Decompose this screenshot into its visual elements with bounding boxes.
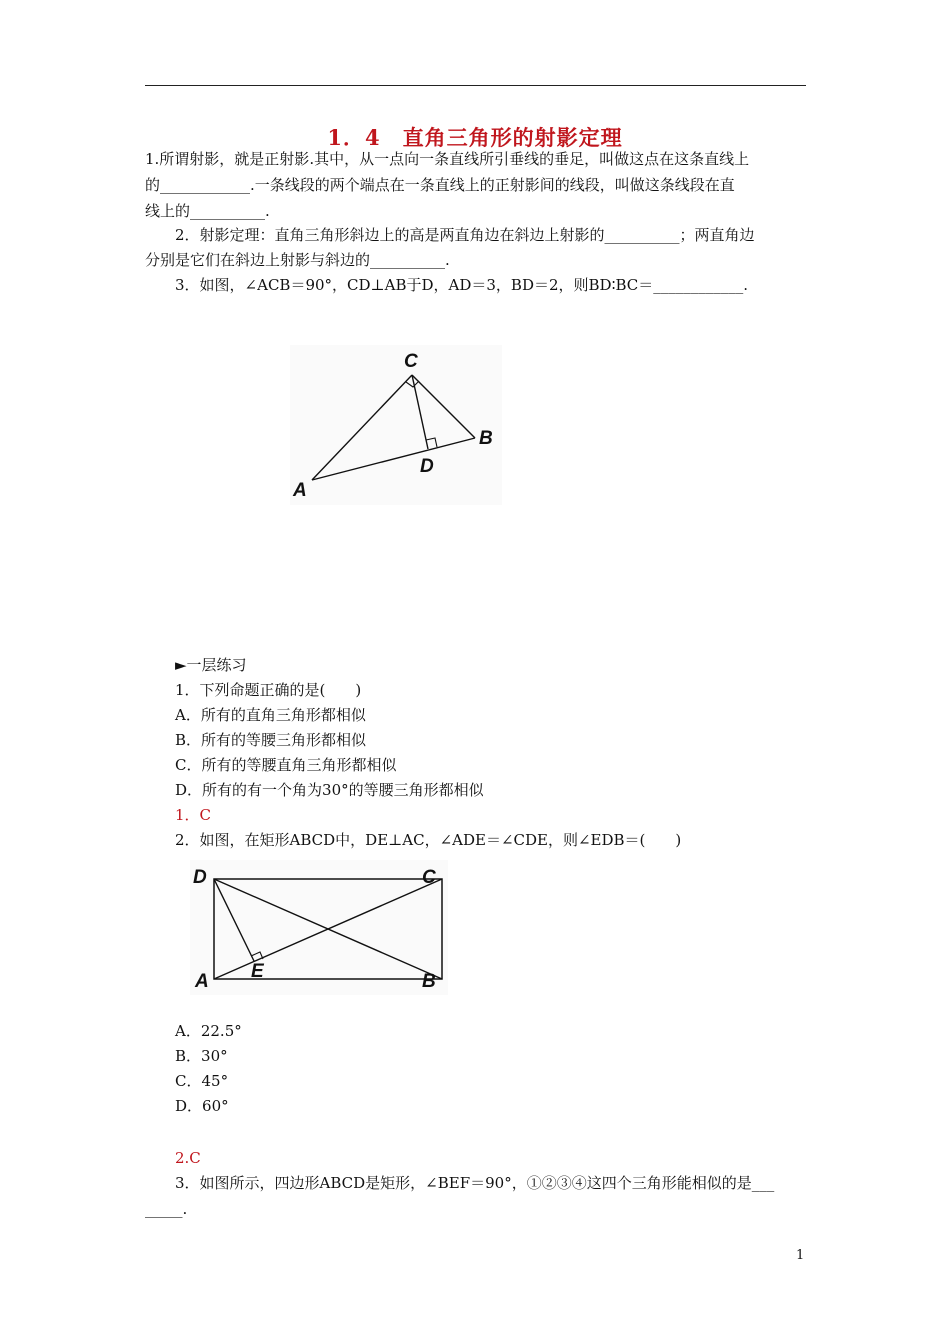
intro-p2-line1: 2．射影定理：直角三角形斜边上的高是两直角边在斜边上射影的__________；两直角边 [175,226,755,244]
page-number: 1 [796,1248,805,1263]
q1-option-d: D．所有的有一个角为30°的等腰三角形都相似 [175,781,484,799]
q2-option-a: A．22.5° [175,1022,242,1040]
q1-option-b: B．所有的等腰三角形都相似 [175,731,367,749]
fig2-label-c: C [422,867,436,888]
figure-rectangle [190,860,448,995]
q3-stem-line1: 3．如图所示，四边形ABCD是矩形，∠BEF＝90°，①②③④这四个三角形能相似的是___ [175,1174,775,1192]
q3-stem-line2: _____. [145,1200,188,1218]
q1-stem: 1．下列命题正确的是( ) [175,681,362,699]
fig2-label-d: D [193,867,207,888]
fig2-label-e: E [251,961,264,982]
q2-option-b: B．30° [175,1047,228,1065]
q2-option-d: D．60° [175,1097,229,1115]
fig2-label-a: A [195,971,209,992]
q2-stem: 2．如图，在矩形ABCD中，DE⊥AC，∠ADE＝∠CDE，则∠EDB＝( ) [175,831,682,849]
fig2-label-b: B [422,971,436,992]
fig1-label-b: B [479,428,493,449]
intro-p1-line1: 1.所谓射影，就是正射影.其中，从一点向一条直线所引垂线的垂足，叫做这点在这条直线上 [145,150,750,168]
q2-answer: 2.C [175,1149,201,1167]
fig1-label-d: D [420,456,434,477]
page-title: 1．4 直角三角形的射影定理 [327,125,623,150]
header-rule [145,85,806,86]
q1-answer: 1．C [175,806,212,824]
q2-option-c: C．45° [175,1072,229,1090]
q1-option-c: C．所有的等腰直角三角形都相似 [175,756,397,774]
figure-right-triangle [290,345,502,505]
intro-p3: 3．如图，∠ACB＝90°，CD⊥AB于D，AD＝3，BD＝2，则BD∶BC＝____________. [175,276,749,294]
fig1-label-c: C [404,351,418,372]
intro-p2-line2: 分别是它们在斜边上射影与斜边的__________. [145,251,450,269]
intro-p1-line3: 线上的__________. [145,202,270,220]
q1-option-a: A．所有的直角三角形都相似 [175,706,366,724]
section-heading: ►一层练习 [175,656,247,674]
fig1-label-a: A [293,480,307,501]
intro-p1-line2: 的____________.一条线段的两个端点在一条直线上的正射影间的线段，叫做这条线段在直 [145,176,735,194]
